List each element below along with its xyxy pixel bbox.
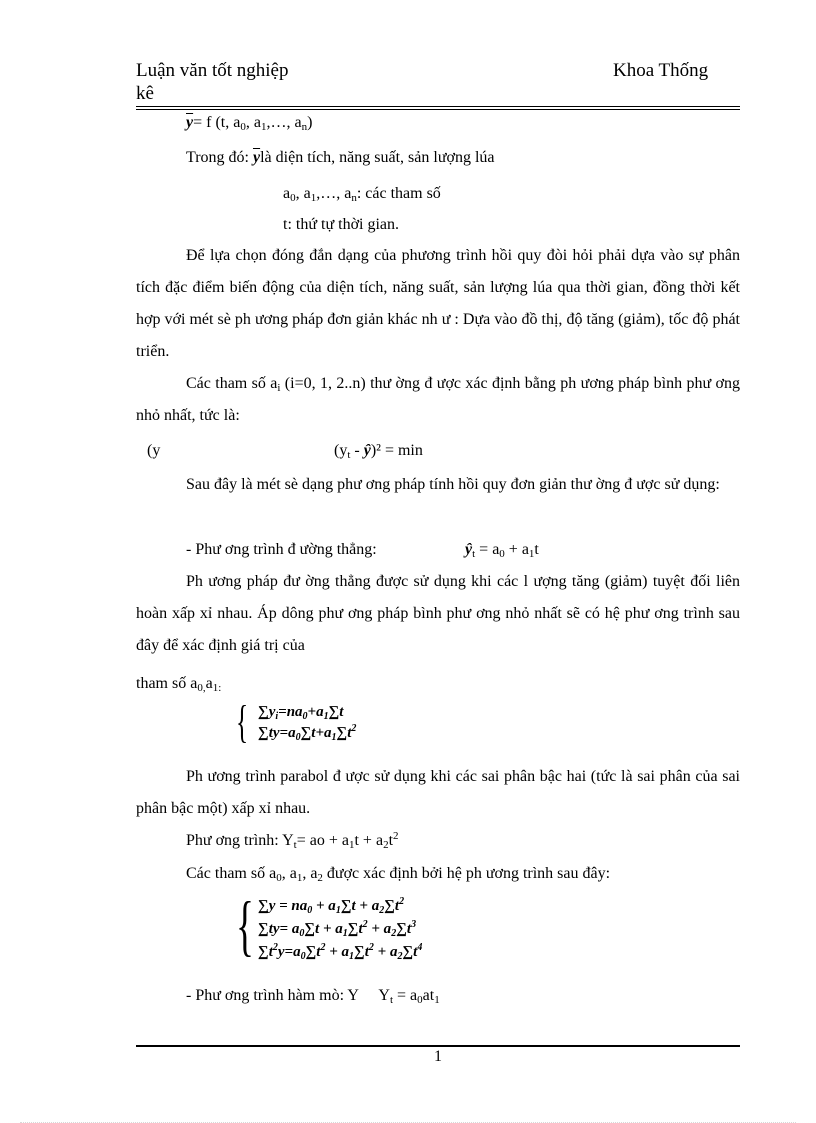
where-line: Trong đó: $\overline{y}là$ diện tích, năng suất, sản lượng lúa	[186, 149, 495, 166]
power-equation: - Phư ơng trình hàm mò: Y $Y_t = a_0at_1$	[186, 987, 440, 1006]
header-title-continuation: kê	[136, 83, 154, 104]
paragraph-parabola: Ph ương trình parabol đ ược sử dụng khi các sai phân bậc hai (tức là sai phân của sai phân bậc một) xấp xỉ nhau.	[136, 768, 740, 817]
header-title-left: Luận văn tốt nghiệp	[136, 60, 289, 81]
params-line: $a_0$, $a_1,\dots$, $a_n$: các tham số	[283, 185, 441, 204]
linear-normal-equations: { $\sum y_i=na_0+a_1\sum t$ $\sum ty=a_0\sum t+a_1\sum t^2$	[236, 696, 357, 747]
paragraph-linear-method: Ph ương pháp đư ờng thẳng được sử dụng khi các l ượng tăng (giảm) tuyệt đối liên hoàn xấp xỉ nhau. Áp dông phư ơng pháp bình phư ơng nhỏ nhất sẽ có hệ phư ơng trình sau đây để xác định giá trị của	[136, 573, 740, 654]
least-squares-formula: ($y_t$ - ŷ)² = min	[334, 442, 423, 461]
linear-equation-label: - Phư ơng trình đ ường thẳng:	[186, 541, 377, 558]
header-rule-bottom	[136, 109, 740, 110]
parabola-normal-equations: { $\sum y = na_0 + a_1\sum t + a_2\sum t^2$ $\sum ty= a_0\sum t + a_1\sum t^2 + a_2\sum t^3$ $\sum t^2y=a_0\sum t^2 + a_1\sum t^2 + a_2\sum t^4$	[236, 887, 423, 963]
page-number: 1	[434, 1048, 442, 1065]
header-title-right: Khoa Thống	[613, 60, 709, 81]
paragraph-regression-form: Để lựa chọn đóng đắn dạng của phương trình hồi quy đòi hỏi phải dựa vào sự phân tích đặc điểm biến động của diện tích, năng suất, sản lượng lúa qua thời gian, đồng thời kết hợp với mét sè ph ương pháp đơn giản khác nh ư : Dựa vào đồ thị, độ tăng (giảm), tốc độ phát triển.	[136, 247, 740, 360]
system-brace: {	[236, 887, 254, 963]
paragraph-regression-types: Sau đây là mét sè dạng phư ơng pháp tính hồi quy đơn giản thư ờng đ ược sử dụng:	[186, 476, 720, 493]
time-line: t: thứ tự thời gian.	[283, 216, 400, 233]
parabola-params-line: Các tham số $a_0$, $a_1$, $a_2$ được xác định bởi hệ ph ương trình sau đây:	[186, 865, 611, 884]
model-equation: $\overline{y}= f$ (t, $a_0$, $a_1,\dots$, $a_n$)	[186, 114, 313, 133]
parabola-equation: Phư ơng trình: $Y_t=$ ao + $a_1t + a_2t^2$	[186, 830, 399, 851]
paragraph-least-squares: Các tham số $a_i$ (i=0, 1, 2..n) thư ờng đ ược xác định bằng ph ương pháp bình phư ơng nhỏ nhất, tức là:	[136, 375, 741, 424]
footer-rule	[136, 1045, 740, 1047]
header-rule-top	[136, 106, 740, 107]
paragraph-linear-method-end: tham số $a_{0,}a_{1:}$	[136, 675, 222, 694]
system-brace: {	[236, 696, 249, 747]
least-squares-left: (y	[147, 442, 161, 459]
linear-equation: $ŷ_t = a_0 + a_1t$	[465, 541, 539, 560]
